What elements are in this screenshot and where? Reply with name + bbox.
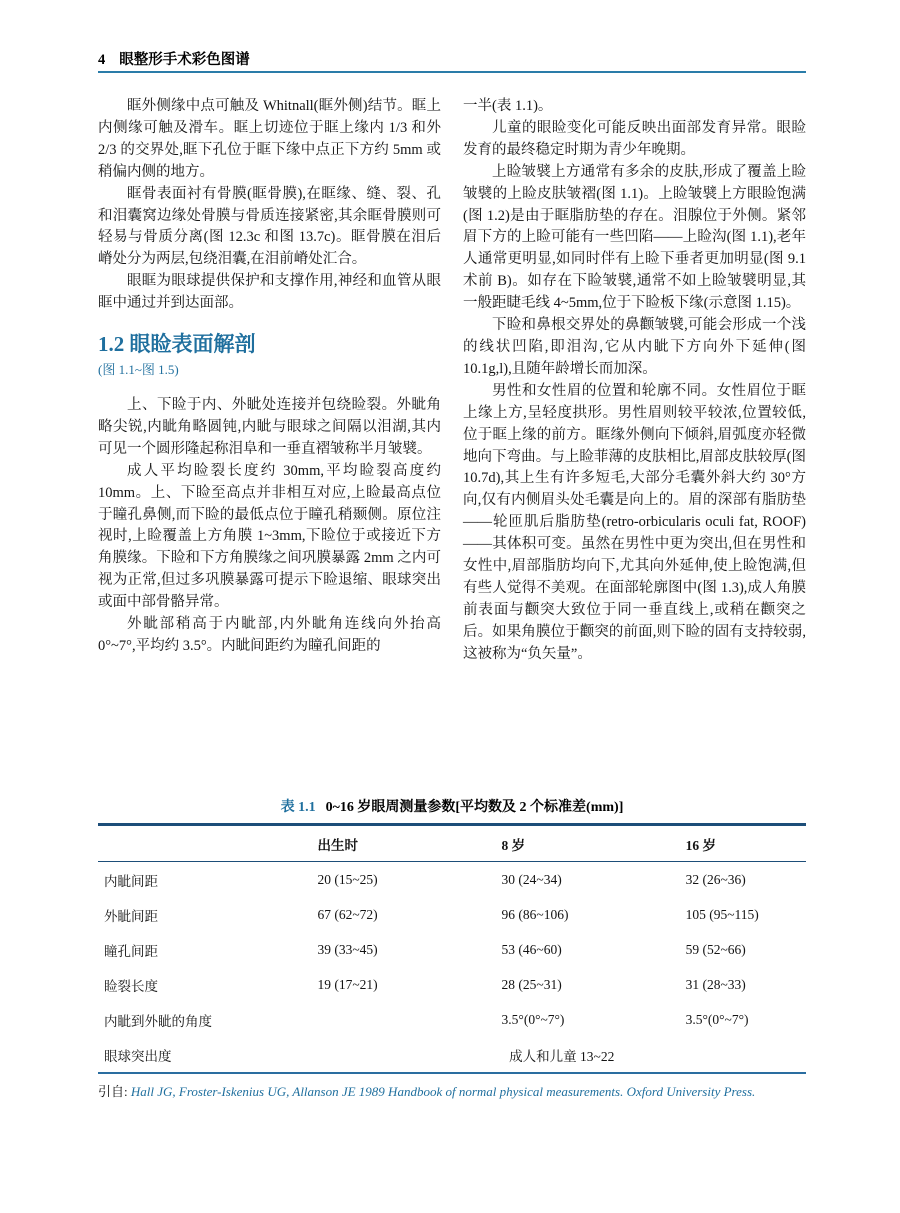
citation-text: Hall JG, Froster-Iskenius UG, Allanson JE 1989 Handbook of normal physical measurements. Oxford University Press. (130, 1084, 756, 1099)
cell-value: 39 (33~45) (317, 941, 378, 957)
cell-value: 20 (15~25) (317, 871, 378, 887)
cell-value (317, 1002, 501, 1037)
cell-value: 28 (25~31) (501, 976, 562, 992)
table-caption: 0~16 岁眼周测量参数[平均数及 2 个标准差(mm)] (325, 800, 624, 815)
row-label: 瞳孔间距 (104, 943, 158, 959)
cell-value: 31 (28~33) (685, 976, 746, 992)
cell-value: 53 (46~60) (501, 941, 562, 957)
paragraph-brow: 男性和女性眉的位置和轮廓不同。女性眉位于眶上缘上方,呈轻度拱形。男性眉则较平较浓,位置较低,位于眶上缘的前方。眶缘外侧向下倾斜,眉弧度亦轻微地向下弯曲。与上睑菲薄的皮肤相比,眉部皮肤较厚(图 10.7d),其上生有许多短毛,大部分毛囊外斜大约 30°方向,仅有内侧眉头处毛囊是向上的。眉的深部有脂肪垫——轮匝肌后脂肪垫(retro-orbicularis oculi fat, ROOF)——其体积可变。虽然在男性中更为突出,但在男性和女性中,眉部脂肪均向下,尤其向外延伸,使上睑饱满,但有些人觉得不美观。在面部轮廓图中(图 1.3),成人角膜前表面与颧突大致位于同一垂直线上,或稍在颧突之后。如果角膜位于颧突的前面,则下睑的固有支持较弱,这被称为“负矢量”。 (463, 382, 806, 662)
table-row (98, 1002, 806, 1037)
cell-value: 19 (17~21) (317, 976, 378, 992)
column-header-age8: 8 岁 (502, 825, 686, 862)
cell-value: 59 (52~66) (685, 941, 746, 957)
cell-value: 3.5°(0°~7°) (685, 1011, 749, 1027)
cell-value: 3.5°(0°~7°) (501, 1011, 565, 1027)
paragraph-crease: 上睑皱襞上方通常有多余的皮肤,形成了覆盖上睑皱襞的上睑皮肤皱褶(图 1.1)。上睑皱襞上方眼睑饱满(图 1.2)是由于眶脂肪垫的存在。泪腺位于外侧。紧邻眉下方的上睑可能有一些凹陷——上睑沟(图 1.1),老年人通常更明显,如同时伴有上睑下垂者更加明显(图 9.1 术前 B)。如存在下睑皱襞,通常不如上睑皱襞明显,其一般距睫毛线 4~5mm,位于下睑板下缘(示意图 1.15)。 (463, 163, 806, 312)
citation-label: 引自: (98, 1084, 128, 1099)
measurement-table (98, 823, 806, 1074)
row-label: 内眦到外眦的角度 (104, 1013, 212, 1029)
paragraph-periosteum: 眶骨表面衬有骨膜(眶骨膜),在眶缘、缝、裂、孔和泪囊窝边缘处骨膜与骨质连接紧密,其余眶骨膜则可轻易与骨质分离(图 12.3c 和图 13.7c)。眶骨膜在泪后嵴处分为两层,包绕泪囊,在泪前嵴处汇合。 (98, 185, 441, 268)
column-header-birth: 出生时 (317, 825, 501, 862)
table-title (98, 796, 806, 816)
page-header (98, 48, 806, 69)
left-column (98, 96, 441, 666)
row-label: 内眦间距 (104, 873, 158, 889)
cell-value: 105 (95~115) (685, 906, 759, 922)
cell-value-spanning: 成人和儿童 13~22 (509, 1048, 615, 1064)
paragraph-canthal-angle: 外眦部稍高于内眦部,内外眦角连线向外抬高 0°~7°,平均约 3.5°。内眦间距约为瞳孔间距的 (98, 616, 441, 654)
running-head-title: 眼整形手术彩色图谱 (119, 52, 250, 68)
paragraph-canthi: 上、下睑于内、外眦处连接并包绕睑裂。外眦角略尖锐,内眦角略圆钝,内眦与眼球之间隔以泪湖,其内可见一个圆形隆起称泪阜和一垂直褶皱称半月皱襞。 (98, 396, 441, 457)
table-row (98, 897, 806, 932)
header-rule (98, 71, 806, 73)
cell-value: 67 (62~72) (317, 906, 378, 922)
section-subtitle: (图 1.1~图 1.5) (98, 362, 179, 378)
row-label: 外眦间距 (104, 908, 158, 924)
table-row (98, 1037, 806, 1073)
cell-value: 32 (26~36) (685, 871, 746, 887)
column-header-age16: 16 岁 (686, 825, 806, 862)
section-heading: 1.2 眼睑表面解剖 (98, 332, 256, 357)
page-number: 4 (98, 52, 106, 68)
paragraph-children: 儿童的眼睑变化可能反映出面部发育异常。眼睑发育的最终稳定时期为青少年晚期。 (463, 119, 806, 158)
paragraph-orbit-function: 眼眶为眼球提供保护和支撑作用,神经和血管从眼眶中通过并到达面部。 (98, 273, 441, 312)
paragraph-whitnall: 眶外侧缘中点可触及 Whitnall(眶外侧)结节。眶上内侧缘可触及滑车。眶上切迹位于眶上缘内 1/3 和外 2/3 的交界处,眶下孔位于眶下缘中点正下方约 5mm 或稍偏内侧的地方。 (98, 98, 441, 180)
table-number: 表 1.1 (280, 800, 316, 815)
paragraph-half-continuation: 一半(表 1.1)。 (463, 98, 553, 114)
table-row (98, 967, 806, 1002)
table-row (98, 932, 806, 967)
table-row (98, 862, 806, 898)
cell-value: 96 (86~106) (501, 906, 569, 922)
table-citation (98, 1083, 806, 1101)
row-label: 眼球突出度 (104, 1048, 172, 1064)
text-columns (98, 96, 806, 666)
table-header-row (98, 825, 806, 862)
paragraph-fissure: 成人平均睑裂长度约 30mm,平均睑裂高度约 10mm。上、下睑至高点并非相互对应,上睑最高点位于瞳孔鼻侧,而下睑的最低点位于瞳孔稍颞侧。原位注视时,上睑覆盖上方角膜 1~3mm,下睑位于或接近下方角膜缘。下睑和下方角膜缘之间巩膜暴露 2mm 之内可视为正常,但过多巩膜暴露可提示下睑退缩、眼球突出或面中部骨骼异常。 (98, 462, 441, 611)
paragraph-tear-trough: 下睑和鼻根交界处的鼻颧皱襞,可能会形成一个浅的线状凹陷,即泪沟,它从内眦下方向外下延伸(图 10.1g,l),且随年龄增长而加深。 (463, 317, 806, 377)
row-label: 睑裂长度 (104, 978, 158, 994)
right-column (463, 96, 806, 666)
column-header-blank (98, 825, 317, 862)
measurement-table-block (98, 796, 806, 1101)
cell-value: 30 (24~34) (501, 871, 562, 887)
